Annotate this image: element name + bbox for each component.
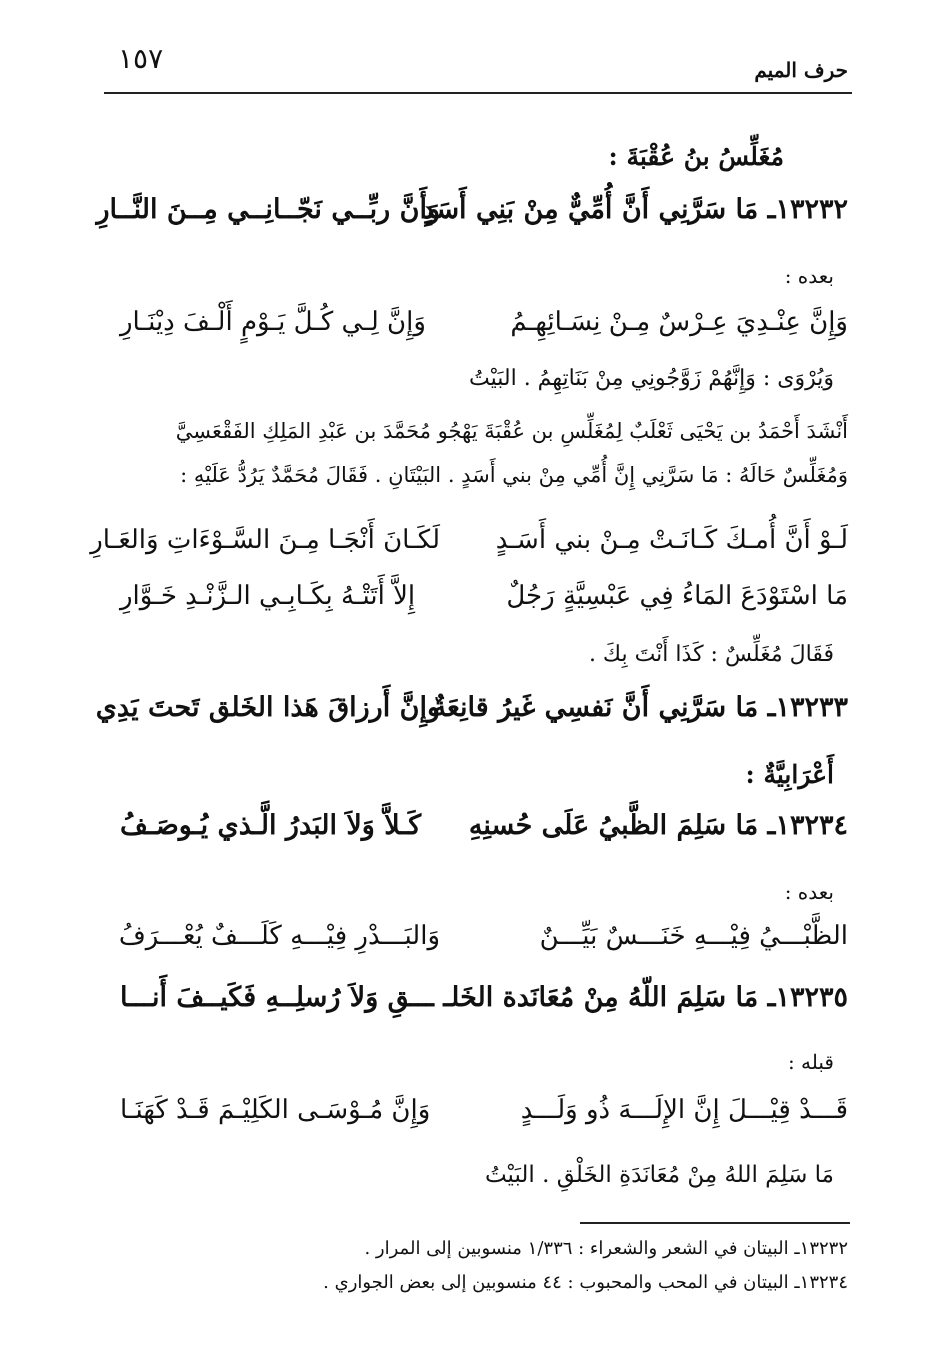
verse-first-hemistich: ١٣٢٣٤ـ مَا سَلِمَ الظَّبيُ عَلَى حُسنِهِ [468,810,848,841]
verse-second-hemistich: ـــقِ وَلاَ رُسلِــهِ فَكَيــفَ أَنـــا [120,982,434,1013]
footnote-divider [580,1222,850,1224]
verse-first-hemistich: وَإِنَّ عِنْـدِيَ عِـرْسٌ مِـنْ نِسَـائِهِـمُ [510,307,848,337]
verse-reply [120,574,848,618]
verse-following [120,914,848,958]
verse-first-hemistich: ١٣٢٣٣ـ مَا سَرَّنِي أَنَّ نَفسِي غَيرُ قانِعَةٌ [432,692,848,723]
verse-first-hemistich: الظَّبْـــيُ فِيْـــهِ خَنَـــسٌ بَيِّـــنٌ [539,921,848,951]
narration-line: وَمُغَلِّسٌ حَالَهُ : مَا سَرَّنِي إِنَّ أُمِّي مِنْ بني أَسَدٍ . البَيْتَانِ . فَقَالَ مُحَمَّدٌ يَرُدُّ عَلَيْهِ : [180,463,848,487]
verse-preceding [120,1088,848,1132]
verse-second-hemistich: وَإِنَّ لِـي كُـلَّ يَـوْمٍ أَلْـفَ دِيْنَـارِ [120,307,426,337]
footnote: ١٣٢٣٤ـ البيتان في المحب والمحبوب : ٤٤ منسوبين إلى بعض الجواري . [323,1272,848,1293]
section-label: قبله : [787,1050,834,1074]
header-divider [104,92,852,94]
verse-13234 [120,804,848,848]
verse-second-hemistich: كَـلاَّ وَلاَ البَدرُ الَّـذي يُـوصَـفُ [120,810,422,841]
verse-second-hemistich: لَكَـانَ أَنْجَـا مِـنَ السَّـوْءَاتِ وَالعَـارِ [90,525,440,555]
verse-first-hemistich: لَـوْ أَنَّ أُمـكَ كَـانَـتْ مِـنْ بني أَسَـدٍ [495,525,848,555]
closing-line: مَا سَلِمَ اللهُ مِنْ مُعَانَدَةِ الخَلْقِ . البَيْتُ [484,1162,834,1188]
footnote: ١٣٢٣٢ـ البيتان في الشعر والشعراء : ١/٣٣٦ منسوبين إلى المرار . [364,1238,848,1259]
poet-name: أَعْرَابِيَّةٌ : [745,760,834,789]
running-header: حرف الميم [754,58,848,82]
verse-13232 [96,188,848,232]
poet-name: مُغَلِّسُ بنُ عُقْبَةَ : [608,142,784,171]
section-label: بعده : [784,880,834,904]
verse-13233 [95,686,848,730]
verse-second-hemistich: إِلاَّ أَتَتْـهُ بِكَـابِـي الـزَّنْـدِ خَـوَّارِ [120,581,416,611]
reply-note: فَقَالَ مُغَلِّسٌ : كَذَا أَنْتَ بِكَ . [588,642,834,667]
verse-reply [90,518,848,562]
narration-line: أَنْشَدَ أَحْمَدُ بن يَحْيَى ثَعْلَبٌ لِمُغَلِّسِ بن عُقْبَةَ يَهْجُو مُحَمَّدَ بن عَبْدِ المَلِكِ الفَقْعَسِيَّ [175,419,848,443]
verse-second-hemistich: وَإِنَّ مُـوْسَـى الكَلِيْـمَ قَـدْ كَهَنَـا [120,1095,431,1125]
verse-second-hemistich: وإِنَّ أَرزاقَ هَذا الخَلق تَحتَ يَدِي [95,692,440,723]
verse-second-hemistich: وَأَنَّ ربِّــي نَجّــانِــي مِــنَ النَّــارِ [96,194,440,225]
verse-following [120,300,848,344]
verse-first-hemistich: ١٣٢٣٥ـ مَا سَلِمَ اللّهُ مِنْ مُعَانَدة الخَلـ [443,982,848,1013]
page-number: ١٥٧ [118,42,164,75]
verse-first-hemistich: ١٣٢٣٢ـ مَا سَرَّنِي أَنَّ أُمِّيٌّ مِنْ بَنِي أَسَدٍ [422,194,848,225]
verse-first-hemistich: مَا اسْتَوْدَعَ المَاءُ فِي عَبْسِيَّةٍ رَجُلٌ [506,581,848,611]
verse-first-hemistich: قَـــدْ قِيْـــلَ إِنَّ الإِلَـــهَ ذُو وَلَـــدٍ [520,1095,848,1125]
verse-second-hemistich: وَالبَـــدْرِ فِيْـــهِ كَلَـــفٌ يُعْـــرَفُ [118,921,440,951]
variant-note: وَيُرْوَى : وَإِنَّهُمْ زَوَّجُونِي مِنْ بَنَاتِهِمُ . البَيْتُ [469,366,834,391]
section-label: بعده : [784,264,834,288]
verse-13235 [120,976,848,1020]
